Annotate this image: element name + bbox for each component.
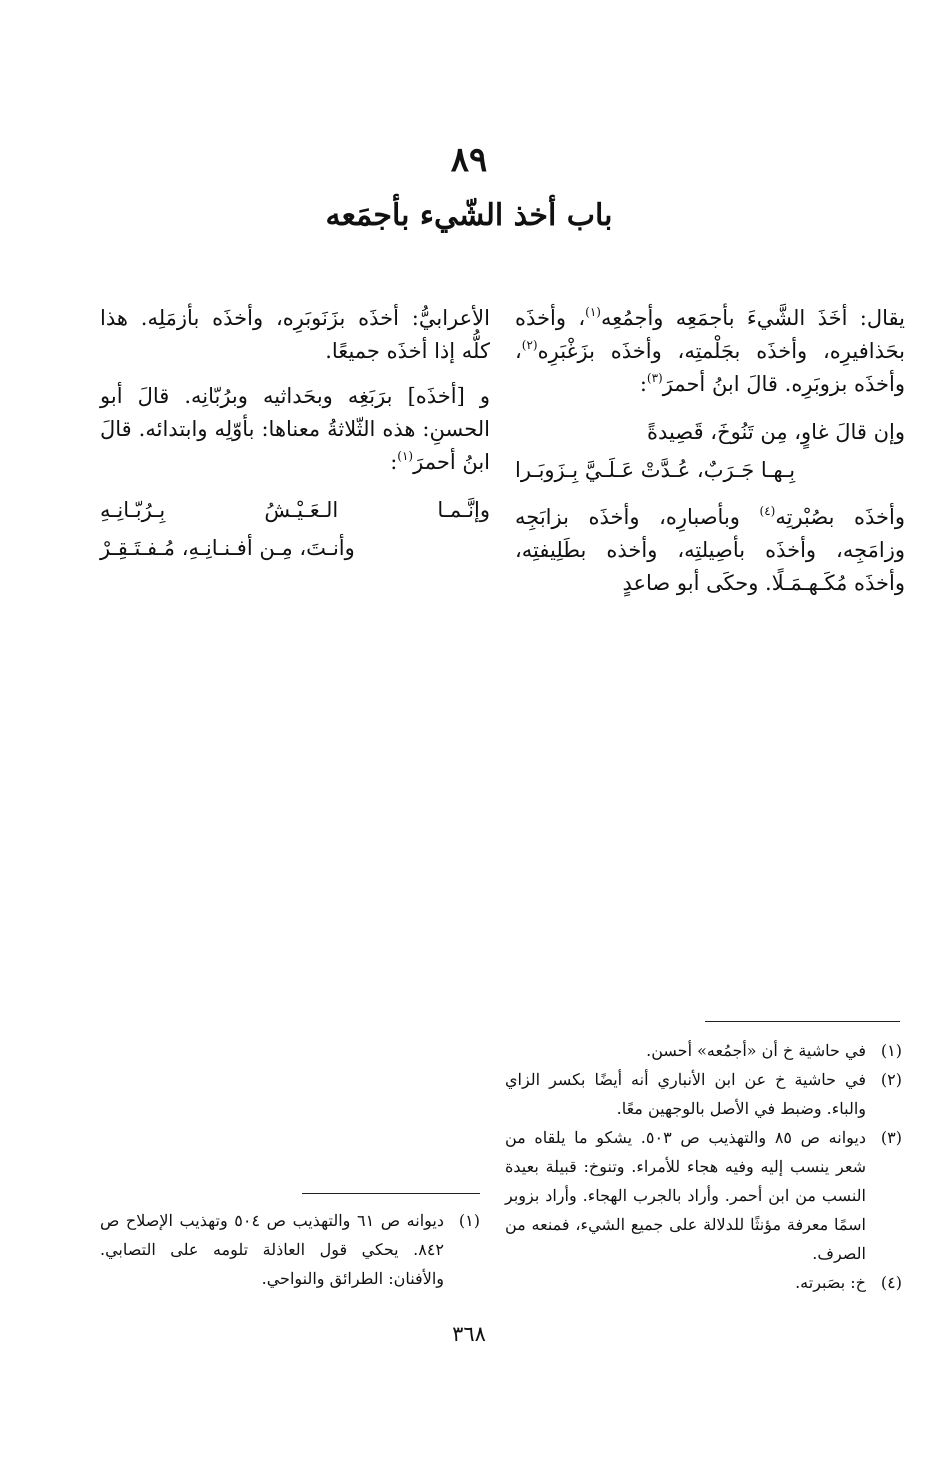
verse-line-1: وإنَّـمـا الـعَـيْـشُ بِـرُبّـانِـهِ [100,498,490,522]
footnote-separator [302,1193,480,1194]
footnotes-right [505,1036,902,1297]
footnote-text: في حاشية خ عن ابن الأنباري أنه أيضًا بكسر الزاي والباء. وضبط في الأصل بالوجهين معًا. [505,1070,866,1118]
footnote [505,1065,902,1123]
verse-line-1: وإن قالَ غاوٍ، مِن تَنُوخَ، قَصِيدةً [647,420,905,444]
paragraph: الأعرابيُّ: أخذَه بزَنَوبَرِه، وأخذَه بأزمَلِه. هذا كلُّه إذا أخذَه جميعًا. [100,306,490,363]
footnote-separator [705,1021,900,1022]
left-column [100,302,490,579]
footnote-number: (٢) [880,1070,902,1089]
footnote-marker: (١) [397,449,414,463]
verse-line-2: وأنـتَ، مِـن أفـنـانِـهِ، مُـفـتَـقِـرْ [100,536,355,560]
footnote-marker: (٤) [759,504,776,518]
chapter-title: باب أخذ الشّيء بأجمَعه [325,198,613,233]
footnote-marker: (٣) [646,371,663,385]
paragraph [100,380,490,479]
paragraph-text: و [أخذَه] برَبَغِه وبحَداثيه وبرُبّانِه. قالَ أبو الحسنِ: هذه الثّلاثةُ معناها: بأوّلِه وابتدائه. قالَ ابنُ أحمرَ [100,384,490,474]
paragraph-text: : [390,450,398,474]
footnote-text: خ: بصَبرته. [795,1273,866,1292]
footnotes-left [100,1206,480,1293]
footnote [100,1206,480,1293]
paragraph-text: : [639,372,647,396]
footnote-number: (٤) [880,1273,902,1292]
paragraph-text: وأخذَه بصُبْرتِه [775,505,905,529]
paragraph-text: ، وأخذَه بحَذافيرِه، وأخذَه بجَلْمتِه، وأخذَه بزَغْبَرِه [515,306,905,363]
footnote-text: في حاشية خ أن «أجمُعه» أحسن. [646,1041,866,1060]
footnote-marker: (١) [585,305,601,319]
page-number: ٣٦٨ [452,1322,486,1346]
paragraph-text: ، وأخذَه بزوبَرِه. قالَ ابنُ أحمرَ [515,339,905,396]
paragraph-text: وبأصبارِه، وأخذَه بزابَجِه وزامَجِه، وأخذَه بأصِيلتِه، وأخذه بطَلِيفتِه، وأخذَه مُكَـهـمَـلًا. وحكَى أبو صاعدٍ [515,505,905,595]
verse [515,413,905,489]
right-column [515,302,905,612]
paragraph-text: يقال: أخَذَ الشَّيءَ بأجمَعِه وأجمُعِه [600,306,906,330]
verse-line-2: بِـهـا جَـرَبٌ، عُـدَّتْ عَـلَـيَّ بِـزَوبَـرا [515,458,796,482]
paragraph [515,302,905,401]
footnote-marker: (٢) [521,338,538,352]
footnote-text: ديوانه ص ٨٥ والتهذيب ص ٥٠٣. يشكو ما يلقاه من شعر ينسب إليه وفيه هجاء للأمراء. وتنوخ: قبيلة بعيدة النسب من ابن أحمر. وأراد بالجرب الهجاء. وأراد بزوبر اسمًا معرفة مؤنثًا للدلالة على جميع الشيء، فمنعه من الصرف. [505,1128,866,1263]
footnote [505,1268,902,1297]
footnote-number: (١) [458,1211,480,1230]
verse [100,491,490,567]
footnote-number: (١) [880,1041,902,1060]
paragraph [515,501,905,600]
footnote-number: (٣) [880,1128,902,1147]
footnote [505,1123,902,1268]
footnote [505,1036,902,1065]
footnote-text: ديوانه ص ٦١ والتهذيب ص ٥٠٤ وتهذيب الإصلاح ص ٨٤٢. يحكي قول العاذلة تلومه على التصابي. والأفنان: الطرائق والنواحي. [100,1211,444,1288]
chapter-number: ٨٩ [450,140,488,180]
